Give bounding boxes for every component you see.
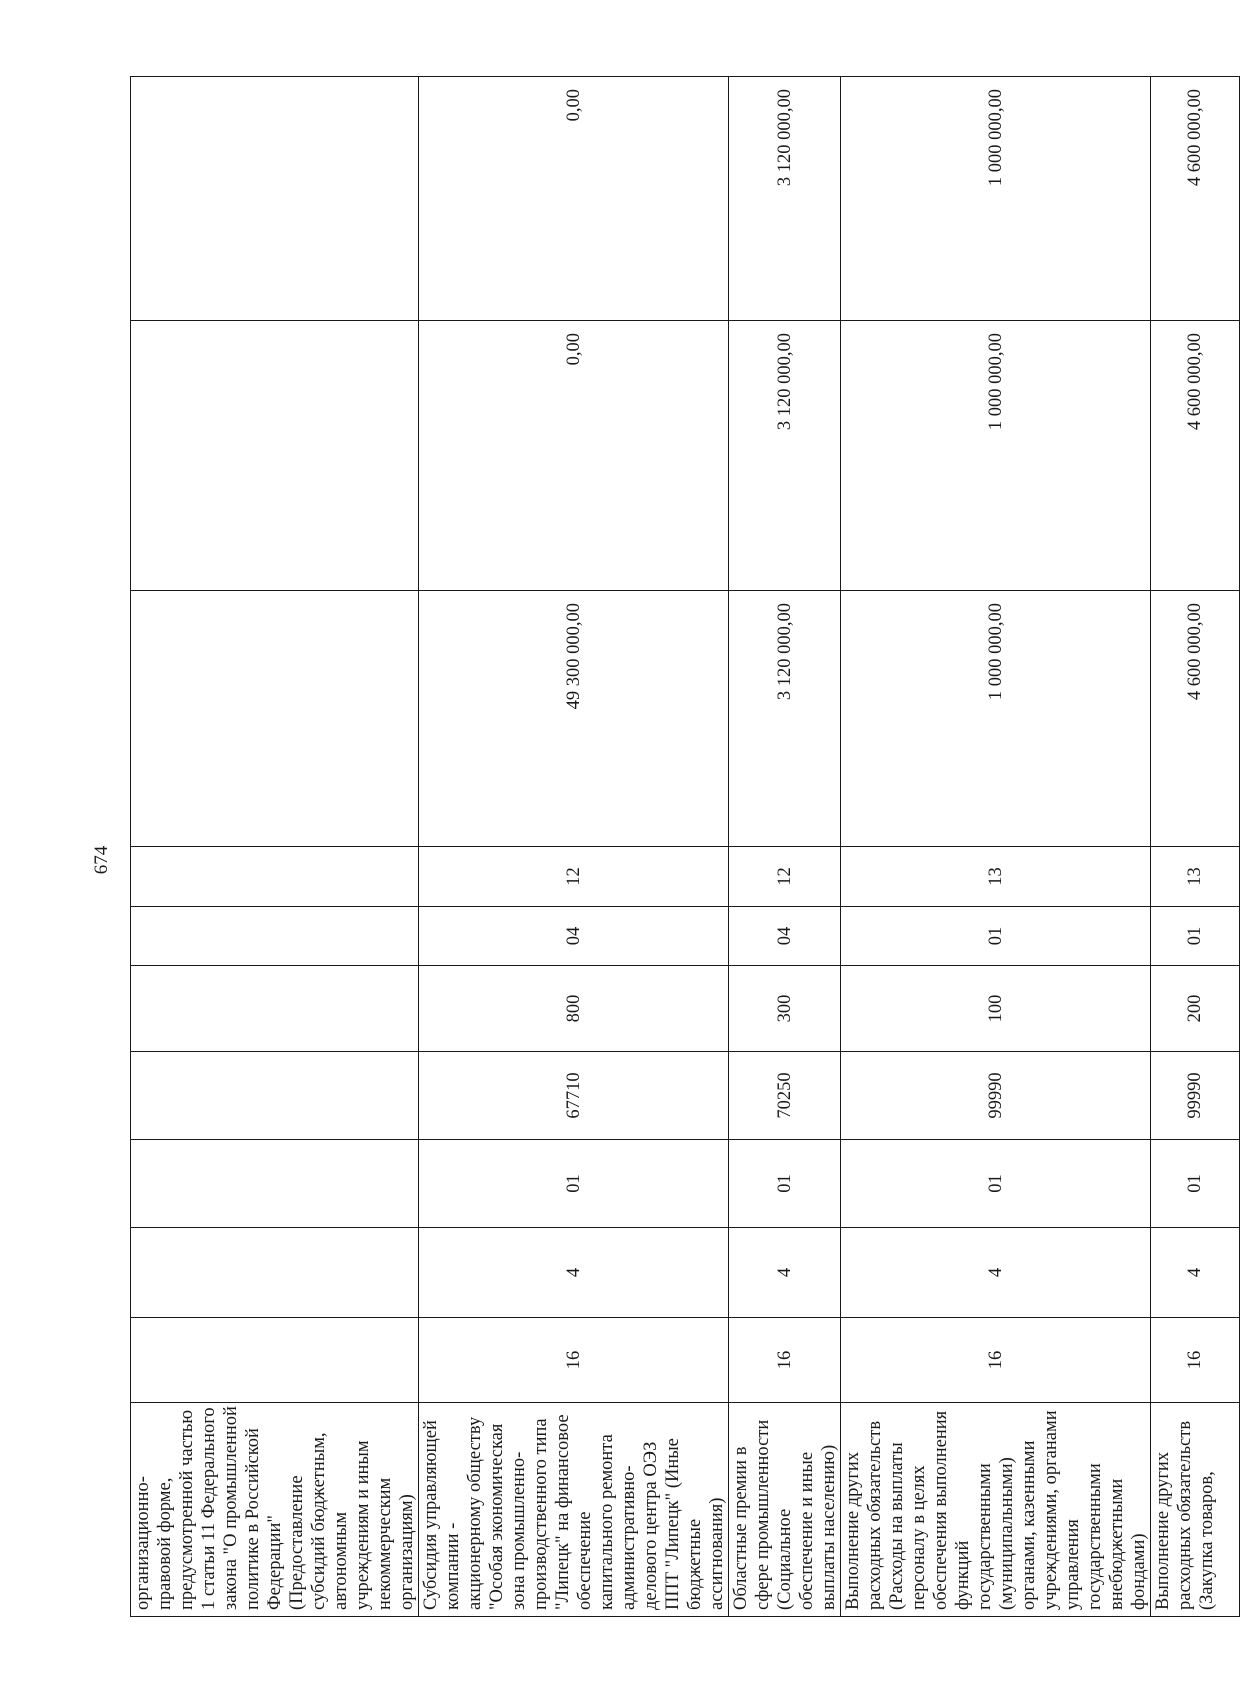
cell-amount-2 [131, 321, 419, 591]
cell-code-5: 200 [1151, 966, 1240, 1052]
cell-code-2: 4 [841, 1228, 1151, 1318]
table-row [841, 77, 1151, 1617]
cell-code-3: 01 [729, 1140, 841, 1228]
cell-amount-2: 1 000 000,00 [841, 321, 1151, 591]
cell-code-5 [131, 966, 419, 1052]
cell-code-1: 16 [1151, 1318, 1240, 1403]
cell-amount-2: 0,00 [419, 321, 729, 591]
cell-code-5: 300 [729, 966, 841, 1052]
cell-amount-1: 3 120 000,00 [729, 591, 841, 847]
cell-code-4 [131, 1052, 419, 1140]
cell-amount-3: 3 120 000,00 [729, 77, 841, 321]
cell-code-4: 67710 [419, 1052, 729, 1140]
cell-code-6: 01 [1151, 907, 1240, 966]
cell-code-7: 12 [419, 847, 729, 907]
cell-amount-1 [131, 591, 419, 847]
cell-code-2 [131, 1228, 419, 1318]
cell-code-7: 13 [841, 847, 1151, 907]
cell-amount-2: 4 600 000,00 [1151, 321, 1240, 591]
cell-code-3: 01 [841, 1140, 1151, 1228]
budget-table [130, 76, 1240, 1617]
cell-code-3: 01 [1151, 1140, 1240, 1228]
cell-amount-1: 1 000 000,00 [841, 591, 1151, 847]
cell-code-1: 16 [841, 1318, 1151, 1403]
cell-amount-2: 3 120 000,00 [729, 321, 841, 591]
table-row [729, 77, 841, 1617]
row-description: Субсидия управляющей компании - акционерному обществу "Особая экономическая зона промышленно-производственного типа "Липецк" на финансовое обеспечение капитального ремонта административно-делового центра ОЭЗ ППТ "Липецк" (Иные бюджетные ассигнования) [419, 1403, 729, 1617]
row-description: организационно-правовой форме, предусмотренной частью 1 статьи 11 Федерального закона "О промышленной политике в Российской Федерации" (Предоставление субсидий бюджетным, автономным учреждениям и иным некоммерческим организациям) [131, 1403, 419, 1617]
cell-code-5: 800 [419, 966, 729, 1052]
cell-amount-1: 49 300 000,00 [419, 591, 729, 847]
row-description: Областные премии в сфере промышленности (Социальное обеспечение и иные выплаты населению) [729, 1403, 841, 1617]
cell-amount-3: 1 000 000,00 [841, 77, 1151, 321]
cell-code-7: 13 [1151, 847, 1240, 907]
cell-code-1: 16 [419, 1318, 729, 1403]
cell-code-7: 12 [729, 847, 841, 907]
cell-code-2: 4 [419, 1228, 729, 1318]
table-row [1151, 77, 1240, 1617]
budget-table-rotated [130, 77, 1217, 1617]
cell-code-6: 01 [841, 907, 1151, 966]
cell-code-6: 04 [419, 907, 729, 966]
cell-code-7 [131, 847, 419, 907]
cell-code-2: 4 [729, 1228, 841, 1318]
table-row [131, 77, 419, 1617]
row-description: Выполнение других расходных обязательств (Расходы на выплаты персоналу в целях обеспечения выполнения функций государственными (муниципальными) органами, казенными учреждениями, органами управления государственными внебюджетными фондами) [841, 1403, 1151, 1617]
cell-amount-1: 4 600 000,00 [1151, 591, 1240, 847]
cell-amount-3: 0,00 [419, 77, 729, 321]
cell-code-6 [131, 907, 419, 966]
cell-amount-3 [131, 77, 419, 321]
cell-code-5: 100 [841, 966, 1151, 1052]
cell-code-3: 01 [419, 1140, 729, 1228]
page-number: 674 [91, 845, 112, 875]
cell-code-1 [131, 1318, 419, 1403]
cell-code-3 [131, 1140, 419, 1228]
row-description: Выполнение других расходных обязательств (Закупка товаров, [1151, 1403, 1240, 1617]
cell-amount-3: 4 600 000,00 [1151, 77, 1240, 321]
cell-code-2: 4 [1151, 1228, 1240, 1318]
cell-code-1: 16 [729, 1318, 841, 1403]
table-row [419, 77, 729, 1617]
cell-code-4: 99990 [841, 1052, 1151, 1140]
cell-code-6: 04 [729, 907, 841, 966]
cell-code-4: 70250 [729, 1052, 841, 1140]
cell-code-4: 99990 [1151, 1052, 1240, 1140]
